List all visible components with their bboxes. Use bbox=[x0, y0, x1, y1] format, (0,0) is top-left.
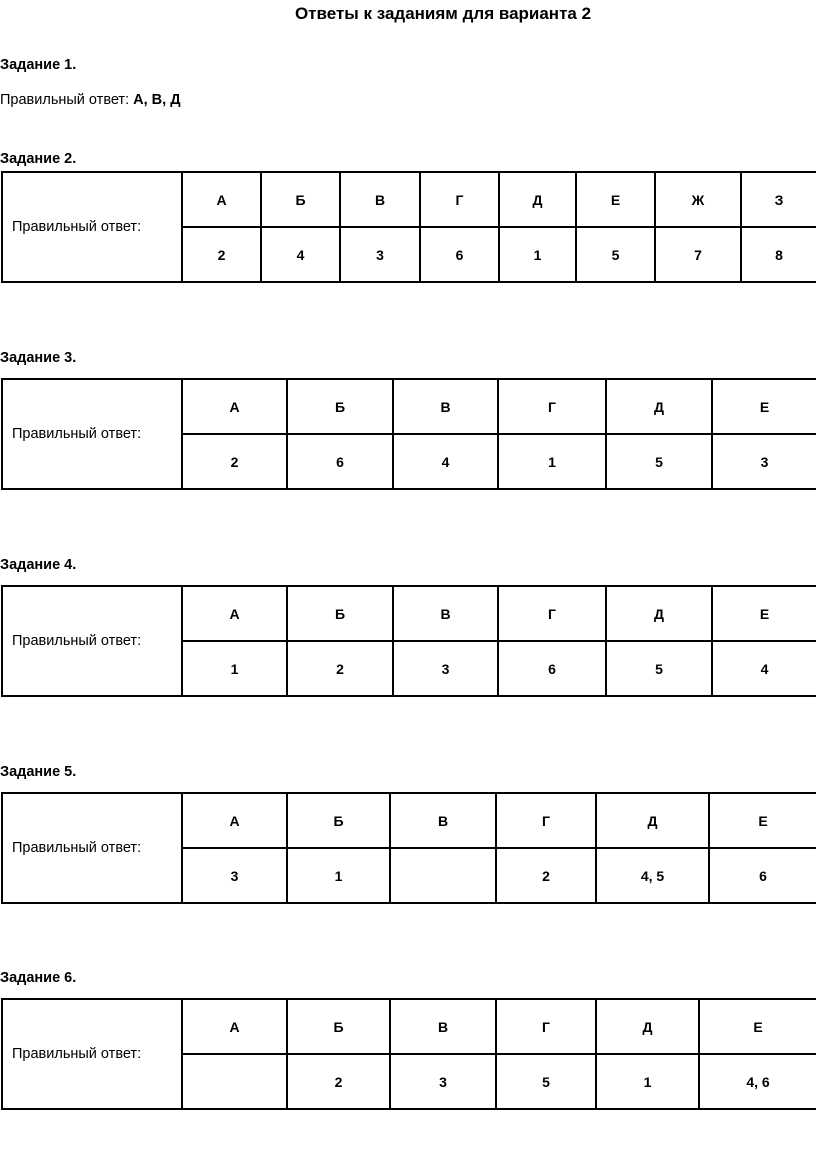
task5-value-cell: 3 bbox=[182, 848, 287, 903]
task3-letter-cell: Е bbox=[712, 379, 816, 434]
task6-value-cell: 2 bbox=[287, 1054, 390, 1109]
task3-answer-table bbox=[1, 378, 816, 490]
task4-value-cell: 6 bbox=[498, 641, 606, 696]
task5-answer-label: Правильный ответ: bbox=[2, 793, 182, 903]
task6-letter-cell: Б bbox=[287, 999, 390, 1054]
task2-value-cell: 5 bbox=[576, 227, 655, 282]
task5-letter-cell: Г bbox=[496, 793, 596, 848]
task2-value-cell: 1 bbox=[499, 227, 576, 282]
task6-heading: Задание 6. bbox=[0, 970, 77, 986]
task4-value-cell: 4 bbox=[712, 641, 816, 696]
task5-letter-cell: Д bbox=[596, 793, 709, 848]
task2-value-cell: 7 bbox=[655, 227, 741, 282]
task3-value-cell: 6 bbox=[287, 434, 393, 489]
task6-value-cell: 5 bbox=[496, 1054, 596, 1109]
task3-letter-cell: Б bbox=[287, 379, 393, 434]
task4-answer-table bbox=[1, 585, 816, 697]
task4-letters-row bbox=[2, 586, 816, 641]
task2-letters-row bbox=[2, 172, 816, 227]
task2-heading: Задание 2. bbox=[0, 151, 77, 167]
task2-letter-cell: Ж bbox=[655, 172, 741, 227]
task3-value-cell: 4 bbox=[393, 434, 498, 489]
task6-letter-cell: Д bbox=[596, 999, 699, 1054]
task2-letter-cell: З bbox=[741, 172, 816, 227]
task6-value-cell: 1 bbox=[596, 1054, 699, 1109]
task3-letters-row bbox=[2, 379, 816, 434]
task4-letter-cell: Е bbox=[712, 586, 816, 641]
task6-letter-cell: А bbox=[182, 999, 287, 1054]
task5-letter-cell: А bbox=[182, 793, 287, 848]
task2-value-cell: 4 bbox=[261, 227, 340, 282]
task5-value-cell bbox=[390, 848, 496, 903]
task5-letter-cell: В bbox=[390, 793, 496, 848]
task2-value-cell: 8 bbox=[741, 227, 816, 282]
task4-value-cell: 3 bbox=[393, 641, 498, 696]
task4-letter-cell: Г bbox=[498, 586, 606, 641]
task6-letters-row bbox=[2, 999, 816, 1054]
task6-letter-cell: Г bbox=[496, 999, 596, 1054]
task3-value-cell: 5 bbox=[606, 434, 712, 489]
task5-value-cell: 6 bbox=[709, 848, 816, 903]
task4-letter-cell: Б bbox=[287, 586, 393, 641]
task4-letter-cell: В bbox=[393, 586, 498, 641]
task6-value-cell bbox=[182, 1054, 287, 1109]
task2-letter-cell: Г bbox=[420, 172, 499, 227]
task6-value-cell: 4, 6 bbox=[699, 1054, 816, 1109]
task1-heading: Задание 1. bbox=[0, 57, 77, 73]
task3-letter-cell: А bbox=[182, 379, 287, 434]
task5-letter-cell: Б bbox=[287, 793, 390, 848]
task5-value-cell: 4, 5 bbox=[596, 848, 709, 903]
task6-answer-table bbox=[1, 998, 816, 1110]
task3-value-cell: 1 bbox=[498, 434, 606, 489]
task3-heading: Задание 3. bbox=[0, 350, 77, 366]
task4-letter-cell: Д bbox=[606, 586, 712, 641]
page-title: Ответы к заданиям для варианта 2 bbox=[294, 4, 592, 23]
task5-letters-row bbox=[2, 793, 816, 848]
task3-value-cell: 2 bbox=[182, 434, 287, 489]
task3-value-cell: 3 bbox=[712, 434, 816, 489]
task2-answer-table bbox=[1, 171, 816, 283]
task1-answer-label: Правильный ответ: bbox=[0, 92, 130, 108]
task2-value-cell: 6 bbox=[420, 227, 499, 282]
task2-answer-label: Правильный ответ: bbox=[2, 172, 182, 282]
task4-value-cell: 1 bbox=[182, 641, 287, 696]
task6-value-cell: 3 bbox=[390, 1054, 496, 1109]
task5-value-cell: 2 bbox=[496, 848, 596, 903]
task2-letter-cell: Д bbox=[499, 172, 576, 227]
task5-answer-table bbox=[1, 792, 816, 904]
task1-answer bbox=[0, 92, 181, 108]
task2-letter-cell: А bbox=[182, 172, 261, 227]
task3-answer-label: Правильный ответ: bbox=[2, 379, 182, 489]
task3-letter-cell: В bbox=[393, 379, 498, 434]
task5-heading: Задание 5. bbox=[0, 764, 77, 780]
task6-answer-label: Правильный ответ: bbox=[2, 999, 182, 1109]
task2-letter-cell: Б bbox=[261, 172, 340, 227]
task2-letter-cell: Е bbox=[576, 172, 655, 227]
task3-letter-cell: Г bbox=[498, 379, 606, 434]
task2-letter-cell: В bbox=[340, 172, 420, 227]
task3-letter-cell: Д bbox=[606, 379, 712, 434]
task5-value-cell: 1 bbox=[287, 848, 390, 903]
task1-answer-value: А, В, Д bbox=[133, 92, 181, 108]
task4-heading: Задание 4. bbox=[0, 557, 77, 573]
task4-answer-label: Правильный ответ: bbox=[2, 586, 182, 696]
task4-letter-cell: А bbox=[182, 586, 287, 641]
task4-value-cell: 5 bbox=[606, 641, 712, 696]
task4-value-cell: 2 bbox=[287, 641, 393, 696]
task2-value-cell: 3 bbox=[340, 227, 420, 282]
task6-letter-cell: Е bbox=[699, 999, 816, 1054]
task5-letter-cell: Е bbox=[709, 793, 816, 848]
task6-letter-cell: В bbox=[390, 999, 496, 1054]
task2-value-cell: 2 bbox=[182, 227, 261, 282]
